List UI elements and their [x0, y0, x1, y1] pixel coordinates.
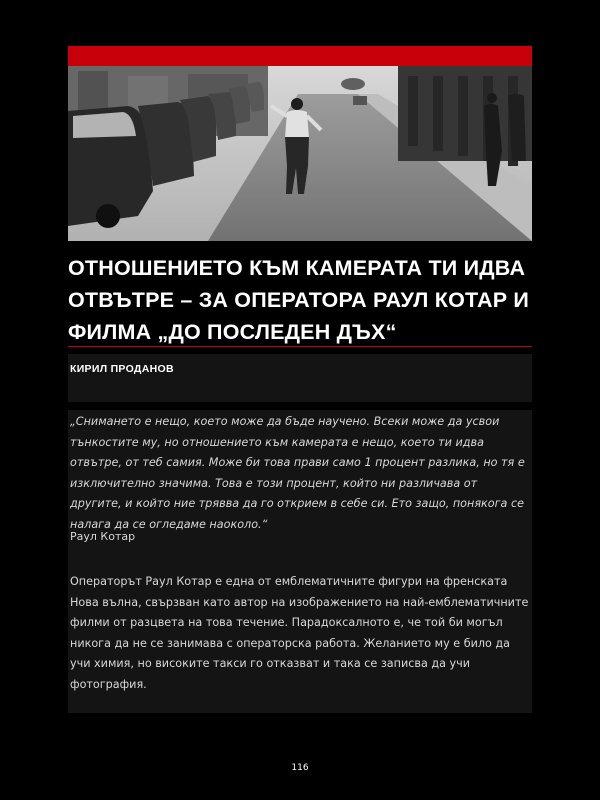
article-text-panel [68, 410, 532, 713]
body-paragraph: Операторът Раул Котар е една от емблематичните фигури на френската Нова вълна, свързван като автор на изображението на най-емблематичните филми от разцвета на това течение. Парадоксалното е, че той би могъл никога да не се занимава с операторска работа. Желанието му е било да учи химия, но високите такси го отказват и така се записва да учи фотография. [70, 575, 529, 691]
epigraph-quote: „Снимането е нещо, което може да бъде научено. Всеки може да усвои тънкостите му, но отношението към камерата е нещо, което ти идва отвътре, от теб самия. Може би това прави само 1 процент разлика, но тя е изключително значима. Това е този процент, който ни различава от другите, и който ние трявва да го открием в себе си. Ето защо, понякога се налага да се огледаме наоколо.“ [70, 415, 525, 531]
author-name: КИРИЛ ПРОДАНОВ [70, 363, 174, 375]
title-divider [68, 346, 532, 347]
article-title: ОТНОШЕНИЕТО КЪМ КАМЕРАТА ТИ ИДВА ОТВЪТРЕ – ЗА ОПЕРАТОРА РАУЛ КОТАР И ФИЛМА „ДО ПОСЛЕДЕН ДЪХ“ [68, 256, 530, 344]
page-number: 116 [291, 763, 309, 773]
street-scene-photo [68, 66, 532, 241]
header-accent-bar [68, 46, 532, 66]
author-panel [68, 354, 532, 402]
quote-attribution: Раул Котар [70, 530, 136, 543]
